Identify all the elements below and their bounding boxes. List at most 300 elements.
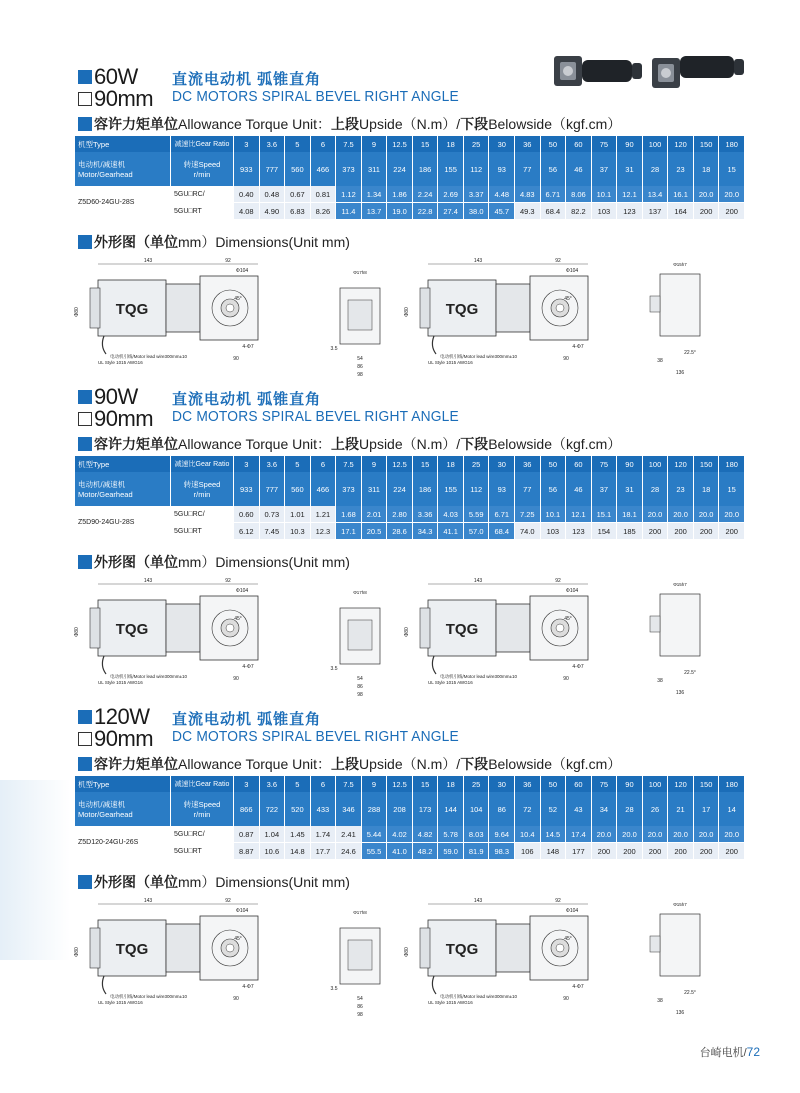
- dim-80: Φ80: [74, 307, 80, 317]
- torque-down-cell: 34.3: [412, 523, 438, 540]
- speed-cell: 26: [642, 792, 668, 826]
- torque-down-cell: 7.45: [259, 523, 285, 540]
- motor-drawing-right: [404, 578, 588, 685]
- ratio-label: 减速比Gear Ratio: [171, 456, 234, 472]
- torque-up-cell: 20.0: [617, 826, 643, 843]
- speed-cell: 155: [438, 152, 464, 186]
- torque-down-cell: 200: [668, 523, 694, 540]
- torque-down-cell: 59.0: [438, 843, 464, 860]
- torque-down-cell: 200: [719, 843, 745, 860]
- dim-17h8: Φ17h8: [353, 590, 367, 595]
- torque-down-cell: 19.0: [387, 203, 413, 220]
- torque-down-cell: 38.0: [463, 203, 489, 220]
- lead-wire-label: 电动机引线/Motor lead wire300mm±10: [110, 354, 187, 359]
- dim-22-5: 22.5°: [684, 670, 696, 676]
- frame-heading: [78, 408, 153, 430]
- torque-down-cell: 200: [642, 523, 668, 540]
- ratio-cell: 12.5: [387, 776, 413, 792]
- gear-name-1: 5GU□RC/: [171, 826, 234, 843]
- torque-cn: 容许力矩单位: [94, 436, 178, 452]
- lead-wire-spec: UL Style 1015 AWG16: [428, 1000, 473, 1005]
- torque-down-cell: 10.3: [285, 523, 311, 540]
- ratio-cell: 50: [540, 776, 566, 792]
- torque-up-cell: 2.80: [387, 506, 413, 523]
- torque-up-cell: 12.1: [566, 506, 592, 523]
- ratio-cell: 120: [668, 456, 694, 472]
- torque-down-cell: 74.0: [515, 523, 541, 540]
- torque-up-cell: 1.01: [285, 506, 311, 523]
- lead-wire-label: 电动机引线/Motor lead wire300mm±10: [440, 354, 517, 359]
- torque-up-cell: 0.67: [285, 186, 311, 203]
- ratio-cell: 7.5: [336, 456, 362, 472]
- speed-cell: 14: [719, 792, 745, 826]
- torque-up-cell: 1.86: [387, 186, 413, 203]
- torque-down-cell: 154: [591, 523, 617, 540]
- torque-en: Allowance Torque Unit：: [178, 436, 332, 452]
- ratio-cell: 90: [617, 776, 643, 792]
- speed-cell: 866: [234, 792, 260, 826]
- dim-15h7: Φ15h7: [673, 262, 687, 267]
- type-label: 机型Type: [75, 456, 171, 472]
- speed-cell: 56: [540, 152, 566, 186]
- watermark-bar: [0, 780, 70, 960]
- ratio-cell: 36: [515, 776, 541, 792]
- dim-90: 90: [563, 996, 569, 1002]
- torque-up-cell: 13.4: [642, 186, 668, 203]
- dim-54: 54: [357, 676, 363, 682]
- speed-cell: 933: [234, 152, 260, 186]
- speed-label-cell: [171, 472, 234, 506]
- speed-cell: 346: [336, 792, 362, 826]
- en-title: DC MOTORS SPIRAL BEVEL RIGHT ANGLE: [172, 728, 459, 745]
- speed-unit: r/min: [193, 170, 211, 179]
- ratio-cell: 100: [642, 456, 668, 472]
- brand-logo: TQG: [115, 941, 149, 958]
- torque-up-cell: 0.40: [234, 186, 260, 203]
- ratio-cell: 3.6: [259, 136, 285, 152]
- motor-label: 电动机/减速机: [78, 160, 126, 169]
- speed-cell: 37: [591, 152, 617, 186]
- dim-45: 45°: [234, 616, 242, 622]
- ratio-cell: 60: [566, 776, 592, 792]
- ratio-label: 减速比Gear Ratio: [171, 776, 234, 792]
- speed-cell: 86: [489, 792, 515, 826]
- torque-up-cell: 1.04: [259, 826, 285, 843]
- dim-104: Φ104: [565, 268, 579, 274]
- torque-down-row: [75, 203, 745, 220]
- ratio-cell: 3: [234, 776, 260, 792]
- ratio-cell: 60: [566, 456, 592, 472]
- dim-86: 86: [357, 364, 363, 370]
- speed-cell: 112: [463, 472, 489, 506]
- model-name: Z5D90-24GU-28S: [75, 506, 171, 539]
- torque-down-cell: 8.26: [310, 203, 336, 220]
- ratio-cell: 150: [693, 776, 719, 792]
- dim-92: 92: [225, 258, 231, 264]
- torque-up-cell: 20.0: [719, 506, 745, 523]
- bullet-square: [78, 875, 92, 889]
- torque-up-cell: 4.02: [387, 826, 413, 843]
- torque-up-cell: 1.34: [361, 186, 387, 203]
- lead-wire-spec: UL Style 1015 AWG16: [428, 360, 473, 365]
- torque-up-cell: 14.5: [540, 826, 566, 843]
- torque-down-cell: 4.08: [234, 203, 260, 220]
- dim-15h7: Φ15h7: [673, 582, 687, 587]
- torque-down-cell: 137: [642, 203, 668, 220]
- motor-label-cell: [75, 152, 171, 186]
- dim-90: 90: [233, 676, 239, 682]
- speed-label-cell: [171, 152, 234, 186]
- ratio-cell: 25: [463, 776, 489, 792]
- power-rating: 90W: [94, 384, 138, 409]
- dim-86: 86: [357, 1004, 363, 1010]
- below-en: Belowside（kgf.cm）: [488, 436, 622, 452]
- below-cn: 下段: [460, 116, 489, 132]
- dim-143: 143: [143, 258, 153, 264]
- brand-logo: TQG: [445, 941, 479, 958]
- model-name: Z5D120-24GU-26S: [75, 826, 171, 859]
- dim-92: 92: [555, 898, 561, 904]
- speed-cell: 104: [463, 792, 489, 826]
- torque-down-cell: 8.87: [234, 843, 260, 860]
- dim-38: 38: [657, 998, 663, 1004]
- torque-up-cell: 20.0: [719, 826, 745, 843]
- dim-143: 143: [473, 898, 483, 904]
- page-number: 72: [746, 1045, 760, 1059]
- speed-cell: 52: [540, 792, 566, 826]
- torque-up-cell: 5.59: [463, 506, 489, 523]
- torque-down-cell: 48.2: [412, 843, 438, 860]
- speed-cell: 777: [259, 472, 285, 506]
- frame-heading: [78, 728, 153, 750]
- dim-92: 92: [555, 258, 561, 264]
- ratio-cell: 6: [310, 776, 336, 792]
- torque-up-cell: 4.83: [515, 186, 541, 203]
- torque-up-cell: 0.73: [259, 506, 285, 523]
- torque-down-cell: 200: [617, 843, 643, 860]
- speed-cell: 373: [336, 152, 362, 186]
- dim-80: Φ80: [74, 947, 80, 957]
- gear-name-1: 5GU□RC/: [171, 506, 234, 523]
- ratio-cell: 30: [489, 776, 515, 792]
- torque-down-cell: 200: [642, 843, 668, 860]
- lead-wire-spec: UL Style 1015 AWG16: [98, 360, 143, 365]
- speed-cell: 208: [387, 792, 413, 826]
- torque-up-cell: 1.12: [336, 186, 362, 203]
- torque-down-cell: 20.5: [361, 523, 387, 540]
- torque-up-row: [75, 506, 745, 523]
- torque-unit-line: [78, 114, 621, 134]
- frame-size: 90mm: [94, 86, 154, 111]
- torque-table: [75, 456, 745, 539]
- torque-table: [75, 776, 745, 859]
- speed-cell: 34: [591, 792, 617, 826]
- dim-136: 136: [675, 1010, 685, 1016]
- speed-cell: 560: [285, 152, 311, 186]
- motor-label-en: Motor/Gearhead: [78, 170, 133, 179]
- ratio-cell: 9: [361, 456, 387, 472]
- torque-down-cell: 103: [540, 523, 566, 540]
- torque-down-cell: 200: [693, 203, 719, 220]
- motor-label-cell: [75, 472, 171, 506]
- motor-drawing-right: [404, 898, 588, 1005]
- below-cn: 下段: [460, 756, 489, 772]
- ratio-cell: 7.5: [336, 776, 362, 792]
- dim-136: 136: [675, 690, 685, 696]
- speed-cell: 77: [515, 472, 541, 506]
- torque-down-cell: 200: [693, 843, 719, 860]
- side-view-drawing: [331, 910, 380, 1018]
- torque-en: Allowance Torque Unit：: [178, 756, 332, 772]
- ratio-cell: 75: [591, 776, 617, 792]
- torque-up-cell: 0.60: [234, 506, 260, 523]
- torque-down-cell: 177: [566, 843, 592, 860]
- torque-down-cell: 17.1: [336, 523, 362, 540]
- footer-brand: 台崎电机/: [699, 1047, 747, 1059]
- speed-cell: 777: [259, 152, 285, 186]
- cn-title: 直流电动机 弧锥直角: [172, 391, 322, 408]
- speed-cell: 46: [566, 472, 592, 506]
- gear-name-2: 5GU□RT: [171, 523, 234, 540]
- speed-label: 转速Speed: [183, 160, 221, 169]
- torque-down-cell: 41.0: [387, 843, 413, 860]
- lead-wire-label: 电动机引线/Motor lead wire300mm±10: [440, 674, 517, 679]
- speed-cell: 28: [617, 792, 643, 826]
- dim-45: 45°: [564, 936, 572, 942]
- dim-98: 98: [357, 372, 363, 378]
- speed-cell: 37: [591, 472, 617, 506]
- torque-up-cell: 10.1: [591, 186, 617, 203]
- speed-cell: 933: [234, 472, 260, 506]
- torque-down-cell: 82.2: [566, 203, 592, 220]
- speed-cell: 173: [412, 792, 438, 826]
- torque-up-cell: 2.69: [438, 186, 464, 203]
- upside-cn: 上段: [331, 756, 360, 772]
- speed-cell: 224: [387, 152, 413, 186]
- dim-35: 3.5: [330, 986, 338, 992]
- torque-up-cell: 20.0: [719, 186, 745, 203]
- end-view-drawing: [650, 262, 700, 376]
- torque-down-cell: 17.7: [310, 843, 336, 860]
- dim-4phi7: 4-Φ7: [572, 984, 584, 990]
- power-heading: [78, 706, 149, 728]
- ratio-cell: 6: [310, 456, 336, 472]
- speed-cell: 17: [693, 792, 719, 826]
- speed-cell: 31: [617, 472, 643, 506]
- torque-down-cell: 14.8: [285, 843, 311, 860]
- brand-logo: TQG: [115, 301, 149, 318]
- torque-down-cell: 200: [668, 843, 694, 860]
- dimensions-heading: [78, 552, 350, 572]
- en-title: DC MOTORS SPIRAL BEVEL RIGHT ANGLE: [172, 408, 459, 425]
- ratio-cell: 6: [310, 136, 336, 152]
- dimension-drawing: [70, 890, 750, 1020]
- unchecked-box: [78, 412, 92, 426]
- motor-label: 电动机/减速机: [78, 480, 126, 489]
- dim-4phi7: 4-Φ7: [572, 344, 584, 350]
- speed-cell: 466: [310, 152, 336, 186]
- torque-down-cell: 185: [617, 523, 643, 540]
- speed-cell: 520: [285, 792, 311, 826]
- speed-cell: 311: [361, 152, 387, 186]
- checked-box: [78, 390, 92, 404]
- dim-45: 45°: [564, 616, 572, 622]
- model-name: Z5D60-24GU-28S: [75, 186, 171, 219]
- torque-up-cell: 1.21: [310, 506, 336, 523]
- dim-4phi7: 4-Φ7: [242, 984, 254, 990]
- bullet-square: [78, 757, 92, 771]
- torque-down-cell: 148: [540, 843, 566, 860]
- power-rating: 120W: [94, 704, 150, 729]
- torque-down-cell: 55.5: [361, 843, 387, 860]
- torque-down-cell: 28.6: [387, 523, 413, 540]
- upside-cn: 上段: [331, 436, 360, 452]
- ratio-label: 减速比Gear Ratio: [171, 136, 234, 152]
- torque-up-cell: 20.0: [642, 506, 668, 523]
- gear-name-2: 5GU□RT: [171, 203, 234, 220]
- motor-drawing-left: [74, 898, 258, 1005]
- ratio-cell: 3.6: [259, 776, 285, 792]
- torque-down-cell: 6.83: [285, 203, 311, 220]
- dims-cn: 外形图（单位: [94, 874, 178, 890]
- frame-heading: [78, 88, 153, 110]
- torque-table: [75, 136, 745, 219]
- power-heading: [78, 66, 138, 88]
- ratio-row: [75, 456, 745, 472]
- speed-label: 转速Speed: [183, 480, 221, 489]
- dim-143: 143: [473, 578, 483, 584]
- motor-label-en: Motor/Gearhead: [78, 810, 133, 819]
- upside-en: Upside（N.m）/: [359, 436, 461, 452]
- speed-cell: 56: [540, 472, 566, 506]
- dim-104: Φ104: [235, 268, 249, 274]
- torque-down-cell: 123: [617, 203, 643, 220]
- torque-up-cell: 6.71: [489, 506, 515, 523]
- ratio-cell: 60: [566, 136, 592, 152]
- ratio-cell: 18: [438, 136, 464, 152]
- frame-size: 90mm: [94, 406, 154, 431]
- ratio-row: [75, 776, 745, 792]
- dim-143: 143: [143, 898, 153, 904]
- speed-cell: 433: [310, 792, 336, 826]
- ratio-cell: 50: [540, 456, 566, 472]
- torque-up-row: [75, 826, 745, 843]
- dim-80: Φ80: [74, 627, 80, 637]
- torque-down-cell: 200: [719, 203, 745, 220]
- lead-wire-label: 电动机引线/Motor lead wire300mm±10: [110, 994, 187, 999]
- torque-down-row: [75, 843, 745, 860]
- torque-down-cell: 6.12: [234, 523, 260, 540]
- torque-up-cell: 20.0: [693, 506, 719, 523]
- cn-title: 直流电动机 弧锥直角: [172, 71, 322, 88]
- dim-45: 45°: [234, 296, 242, 302]
- below-cn: 下段: [460, 436, 489, 452]
- side-view-drawing: [331, 590, 380, 698]
- torque-down-cell: 200: [719, 523, 745, 540]
- lead-wire-spec: UL Style 1015 AWG16: [98, 1000, 143, 1005]
- speed-cell: 28: [642, 152, 668, 186]
- torque-up-cell: 3.37: [463, 186, 489, 203]
- torque-up-cell: 0.87: [234, 826, 260, 843]
- ratio-cell: 15: [412, 136, 438, 152]
- ratio-cell: 15: [412, 776, 438, 792]
- ratio-cell: 90: [617, 136, 643, 152]
- checked-box: [78, 70, 92, 84]
- ratio-cell: 12.5: [387, 136, 413, 152]
- dim-17h8: Φ17h8: [353, 270, 367, 275]
- speed-cell: 18: [693, 152, 719, 186]
- gear-name-1: 5GU□RC/: [171, 186, 234, 203]
- speed-unit: r/min: [193, 490, 211, 499]
- type-label: 机型Type: [75, 136, 171, 152]
- dim-92: 92: [225, 578, 231, 584]
- ratio-cell: 100: [642, 136, 668, 152]
- type-label: 机型Type: [75, 776, 171, 792]
- page-footer: [700, 1044, 760, 1060]
- dim-104: Φ104: [235, 908, 249, 914]
- ratio-cell: 15: [412, 456, 438, 472]
- torque-down-cell: 4.90: [259, 203, 285, 220]
- ratio-cell: 3.6: [259, 456, 285, 472]
- speed-cell: 15: [719, 472, 745, 506]
- brand-logo: TQG: [445, 621, 479, 638]
- torque-up-cell: 3.36: [412, 506, 438, 523]
- torque-up-cell: 4.03: [438, 506, 464, 523]
- torque-up-cell: 1.74: [310, 826, 336, 843]
- lead-wire-label: 电动机引线/Motor lead wire300mm±10: [110, 674, 187, 679]
- dim-143: 143: [473, 258, 483, 264]
- dims-en: mm）Dimensions(Unit mm): [178, 234, 350, 250]
- torque-down-row: [75, 523, 745, 540]
- torque-down-cell: 200: [591, 843, 617, 860]
- power-heading: [78, 386, 138, 408]
- motor-drawing-right: [404, 258, 588, 365]
- bullet-square: [78, 235, 92, 249]
- upside-en: Upside（N.m）/: [359, 756, 461, 772]
- torque-up-cell: 20.0: [591, 826, 617, 843]
- speed-cell: 46: [566, 152, 592, 186]
- dim-98: 98: [357, 692, 363, 698]
- dim-45: 45°: [234, 936, 242, 942]
- torque-down-cell: 49.3: [515, 203, 541, 220]
- speed-cell: 144: [438, 792, 464, 826]
- dim-4phi7: 4-Φ7: [242, 664, 254, 670]
- torque-unit-line: [78, 434, 621, 454]
- motor-photos: [548, 48, 748, 98]
- end-view-drawing: [650, 582, 700, 696]
- speed-cell: 186: [412, 472, 438, 506]
- speed-cell: 466: [310, 472, 336, 506]
- dims-cn: 外形图（单位: [94, 554, 178, 570]
- ratio-cell: 18: [438, 456, 464, 472]
- brand-logo: TQG: [115, 621, 149, 638]
- torque-up-cell: 1.45: [285, 826, 311, 843]
- dims-cn: 外形图（单位: [94, 234, 178, 250]
- torque-up-row: [75, 186, 745, 203]
- brand-logo: TQG: [445, 301, 479, 318]
- torque-down-cell: 106: [515, 843, 541, 860]
- torque-up-cell: 5.78: [438, 826, 464, 843]
- speed-unit: r/min: [193, 810, 211, 819]
- side-view-drawing: [331, 270, 380, 378]
- ratio-cell: 100: [642, 776, 668, 792]
- ratio-cell: 18: [438, 776, 464, 792]
- dim-104: Φ104: [235, 588, 249, 594]
- below-en: Belowside（kgf.cm）: [488, 116, 622, 132]
- lead-wire-label: 电动机引线/Motor lead wire300mm±10: [440, 994, 517, 999]
- dim-80: Φ80: [404, 627, 410, 637]
- dim-90: 90: [563, 676, 569, 682]
